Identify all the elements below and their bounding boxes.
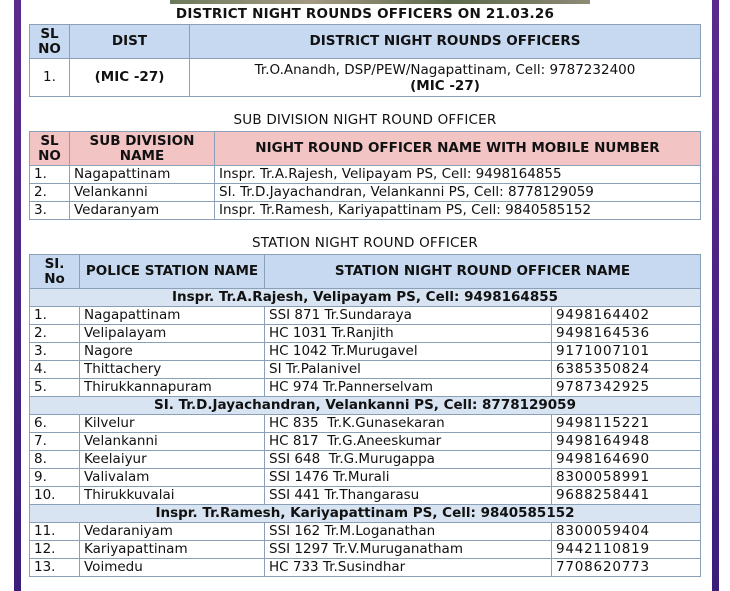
table-row	[30, 325, 701, 343]
sl: 9.	[30, 469, 80, 487]
sl: 2.	[30, 325, 80, 343]
subdivision-row	[30, 184, 701, 202]
district-table	[29, 24, 701, 97]
station-table	[29, 254, 701, 577]
sl: 5.	[30, 379, 80, 397]
group-label: Inspr. Tr.Ramesh, Kariyapattinam PS, Cell: 9840585152	[30, 505, 701, 523]
table-row	[30, 487, 701, 505]
station-name: Keelaiyur	[80, 451, 265, 469]
group-header-row	[30, 289, 701, 307]
sl: 8.	[30, 451, 80, 469]
officer-name: HC 817 Tr.G.Aneeskumar	[265, 433, 552, 451]
officer-name: HC 835 Tr.K.Gunasekaran	[265, 415, 552, 433]
table-row	[30, 379, 701, 397]
sl: 1.	[30, 307, 80, 325]
officer-name: HC 733 Tr.Susindhar	[265, 559, 552, 577]
sl: 11.	[30, 523, 80, 541]
officer-name: SSI 441 Tr.Thangarasu	[265, 487, 552, 505]
table-row	[30, 451, 701, 469]
officer-name: SSI 1297 Tr.V.Muruganatham	[265, 541, 552, 559]
cell-number: 9787342925	[552, 379, 701, 397]
cell-number: 8300059404	[552, 523, 701, 541]
table-row	[30, 361, 701, 379]
table-row	[30, 469, 701, 487]
col-header-subdivision: SUB DIVISION NAME	[70, 132, 215, 166]
officer-name: HC 1042 Tr.Murugavel	[265, 343, 552, 361]
station-name: Nagapattinam	[80, 307, 265, 325]
sl: 4.	[30, 361, 80, 379]
col-header-sl: SL NO	[30, 132, 70, 166]
cell-number: 8300058991	[552, 469, 701, 487]
sl: 3.	[30, 343, 80, 361]
subdivision-table	[29, 131, 701, 220]
group-header-row	[30, 397, 701, 415]
subdivision-officer: Inspr. Tr.A.Rajesh, Velipayam PS, Cell: 9498164855	[215, 166, 701, 184]
sl: 13.	[30, 559, 80, 577]
officer-name: SSI 871 Tr.Sundaraya	[265, 307, 552, 325]
station-header-row	[30, 255, 701, 289]
subdivision-name: Nagapattinam	[70, 166, 215, 184]
officer-name: SSI 162 Tr.M.Loganathan	[265, 523, 552, 541]
subdivision-row	[30, 166, 701, 184]
station-name: Thirukkannapuram	[80, 379, 265, 397]
cell-number: 6385350824	[552, 361, 701, 379]
officer-name: SI Tr.Palanivel	[265, 361, 552, 379]
table-row	[30, 523, 701, 541]
cell-number: 9498164690	[552, 451, 701, 469]
subdivision-name: Vedaranyam	[70, 202, 215, 220]
table-row	[30, 343, 701, 361]
district-title: DISTRICT NIGHT ROUNDS OFFICERS ON 21.03.26	[175, 6, 555, 22]
table-row	[30, 307, 701, 325]
right-frame-border	[712, 0, 719, 591]
sl: 10.	[30, 487, 80, 505]
sl: 1.	[30, 166, 70, 184]
cell-number: 9442110819	[552, 541, 701, 559]
station-name: Thirukkuvalai	[80, 487, 265, 505]
station-title: STATION NIGHT ROUND OFFICER	[252, 235, 478, 251]
subdivision-row	[30, 202, 701, 220]
sl: 2.	[30, 184, 70, 202]
sl: 6.	[30, 415, 80, 433]
col-header-station-officer: STATION NIGHT ROUND OFFICER NAME	[265, 255, 701, 289]
subdivision-header-row	[30, 132, 701, 166]
officer-name: SSI 1476 Tr.Murali	[265, 469, 552, 487]
officer-name: HC 1031 Tr.Ranjith	[265, 325, 552, 343]
sl: 3.	[30, 202, 70, 220]
cell-number: 7708620773	[552, 559, 701, 577]
cell-number: 9498115221	[552, 415, 701, 433]
subdivision-officer: Inspr. Tr.Ramesh, Kariyapattinam PS, Cell: 9840585152	[215, 202, 701, 220]
table-row	[30, 415, 701, 433]
station-name: Voimedu	[80, 559, 265, 577]
col-header-officers: DISTRICT NIGHT ROUNDS OFFICERS	[190, 25, 701, 59]
cell-number: 9498164536	[552, 325, 701, 343]
district-header-row	[30, 25, 701, 59]
officer-name: HC 974 Tr.Pannerselvam	[265, 379, 552, 397]
district-dist: (MIC -27)	[70, 59, 190, 97]
group-label: SI. Tr.D.Jayachandran, Velankanni PS, Cell: 8778129059	[30, 397, 701, 415]
group-label: Inspr. Tr.A.Rajesh, Velipayam PS, Cell: 9498164855	[30, 289, 701, 307]
table-row	[30, 559, 701, 577]
subdivision-title: SUB DIVISION NIGHT ROUND OFFICER	[233, 112, 497, 128]
sl: 7.	[30, 433, 80, 451]
col-header-sl: SL NO	[30, 25, 70, 59]
station-name: Valivalam	[80, 469, 265, 487]
district-sl: 1.	[30, 59, 70, 97]
station-name: Thittachery	[80, 361, 265, 379]
document	[29, 4, 701, 577]
left-frame-border	[14, 0, 21, 591]
table-row	[30, 541, 701, 559]
cell-number: 9498164402	[552, 307, 701, 325]
station-name: Velankanni	[80, 433, 265, 451]
station-name: Kariyapattinam	[80, 541, 265, 559]
table-row	[30, 433, 701, 451]
district-officer-cell	[190, 59, 701, 97]
cell-number: 9171007101	[552, 343, 701, 361]
station-name: Kilvelur	[80, 415, 265, 433]
district-row	[30, 59, 701, 97]
station-name: Nagore	[80, 343, 265, 361]
subdivision-name: Velankanni	[70, 184, 215, 202]
district-officer: Tr.O.Anandh, DSP/PEW/Nagapattinam, Cell: 9787232400	[254, 61, 636, 78]
group-header-row	[30, 505, 701, 523]
station-name: Vedaraniyam	[80, 523, 265, 541]
col-header-officer: NIGHT ROUND OFFICER NAME WITH MOBILE NUMBER	[215, 132, 701, 166]
col-header-sl: SI. No	[30, 255, 80, 289]
cell-number: 9688258441	[552, 487, 701, 505]
subdivision-officer: SI. Tr.D.Jayachandran, Velankanni PS, Cell: 8778129059	[215, 184, 701, 202]
station-name: Velipalayam	[80, 325, 265, 343]
col-header-station: POLICE STATION NAME	[80, 255, 265, 289]
sl: 12.	[30, 541, 80, 559]
col-header-dist: DIST	[70, 25, 190, 59]
cell-number: 9498164948	[552, 433, 701, 451]
district-officer-mic: (MIC -27)	[410, 77, 480, 94]
officer-name: SSI 648 Tr.G.Murugappa	[265, 451, 552, 469]
